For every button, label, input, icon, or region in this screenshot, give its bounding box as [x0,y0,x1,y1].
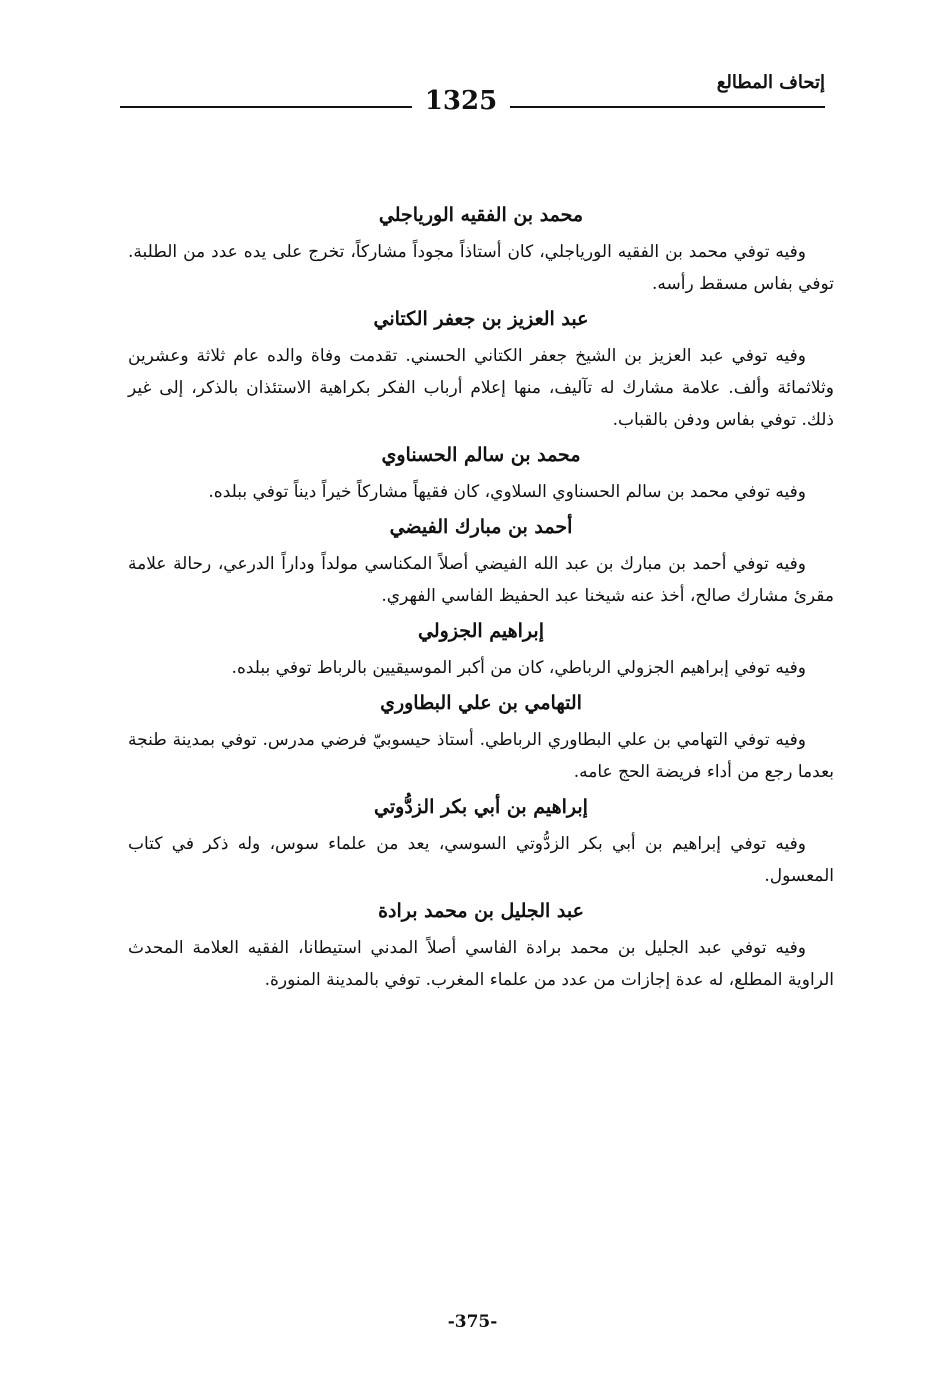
entry-title: عبد الجليل بن محمد برادة [378,900,584,922]
page-header [120,70,825,130]
entry-title: التهامي بن علي البطاوري [380,692,582,714]
entry-title: أحمد بن مبارك الفيضي [389,516,573,538]
header-rule-right [510,106,825,108]
entry [128,440,834,508]
entry-title: محمد بن الفقيه الورياجلي [378,204,584,226]
entry-title: إبراهيم الجزولي [418,620,544,642]
entry-text: وفيه توفي إبراهيم بن أبي بكر الزدُّوتي السوسي، يعد من علماء سوس، وله ذكر في كتاب المعسول. [128,834,834,886]
entry-title: عبد العزيز بن جعفر الكتاني [373,308,589,330]
book-title: إتحاف المطالع [716,72,825,93]
page-number: -375- [447,1312,498,1332]
entry [128,200,834,300]
entry-text: وفيه توفي محمد بن الفقيه الورياجلي، كان أستاذاً مجوداً مشاركاً، تخرج على يده عدد من الطلبة. توفي بفاس مسقط رأسه. [128,242,834,294]
entry [128,512,834,612]
entry-text: وفيه توفي التهامي بن علي البطاوري الرباطي. أستاذ حيسوبيّ فرضي مدرس. توفي بمدينة طنجة بعدما رجع من أداء فريضة الحج عامه. [128,730,834,782]
entry-title: محمد بن سالم الحسناوي [381,444,581,466]
entry-text: وفيه توفي إبراهيم الجزولي الرباطي، كان من أكبر الموسيقيين بالرباط توفي ببلده. [231,658,806,678]
header-rule-left [120,106,412,108]
entry-text: وفيه توفي عبد الجليل بن محمد برادة الفاسي أصلاً المدني استيطانا، الفقيه العلامة المحدث الراوية المطلع، له عدة إجازات من عدد من علماء المغرب. توفي بالمدينة المنورة. [128,938,834,990]
entry [128,304,834,436]
entry-text: وفيه توفي أحمد بن مبارك بن عبد الله الفيضي أصلاً المكناسي مولداً وداراً الدرعي، رحالة علامة مقرئ مشارك صالح، أخذ عنه شيخنا عبد الحفيظ الفاسي الفهري. [128,554,834,606]
entry [128,616,834,684]
entry [128,688,834,788]
entry-title: إبراهيم بن أبي بكر الزدُّوتي [374,796,588,818]
entry [128,792,834,892]
entry-text: وفيه توفي محمد بن سالم الحسناوي السلاوي، كان فقيهاً مشاركاً خيراً ديناً توفي ببلده. [208,482,806,502]
entry [128,896,834,996]
entry-text: وفيه توفي عبد العزيز بن الشيخ جعفر الكتاني الحسني. تقدمت وفاة والده عام ثلاثة وعشرين وثلاثمائة وألف. علامة مشارك له تآليف، منها إعلام أرباب الفكر بكراهية الاستئذان بالذكر، إلى غير ذلك. توفي بفاس ودفن بالقباب. [128,346,834,430]
year-heading: 1325 [424,86,498,116]
main-content [128,200,834,1000]
